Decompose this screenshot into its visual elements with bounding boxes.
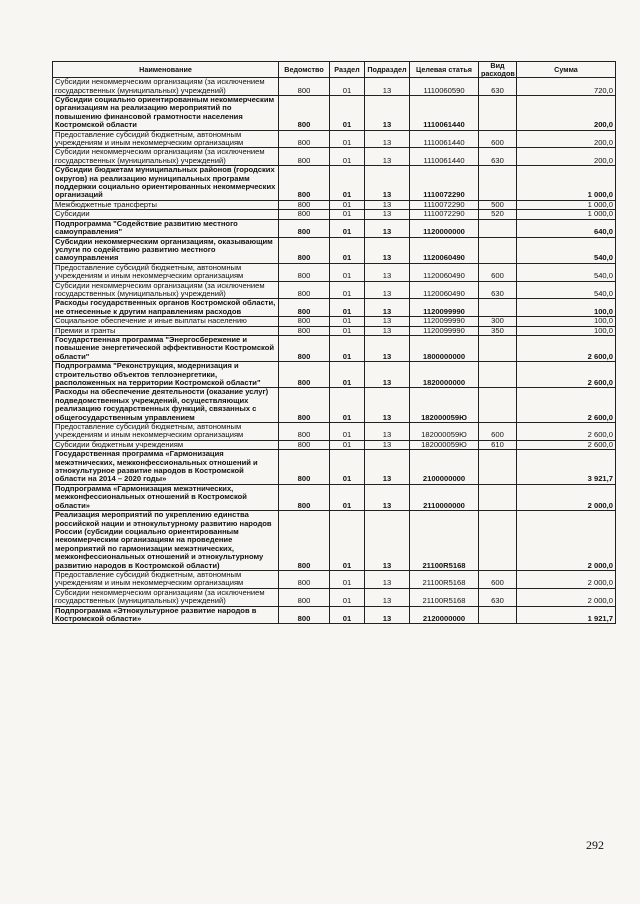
cell-ved: 800	[279, 317, 330, 326]
table-row	[53, 148, 616, 166]
cell-summa: 2 000,0	[517, 511, 616, 571]
cell-ved: 800	[279, 281, 330, 299]
cell-razdel: 01	[330, 362, 365, 388]
header-summa: Сумма	[517, 62, 616, 78]
cell-statya: 1120099990	[410, 326, 479, 335]
cell-statya: 1820000000	[410, 362, 479, 388]
table-row	[53, 335, 616, 361]
cell-razdel: 01	[330, 570, 365, 588]
cell-statya: 1800000000	[410, 335, 479, 361]
cell-ved: 800	[279, 440, 330, 449]
table-row	[53, 78, 616, 96]
cell-name: Субсидии бюджетным учреждениям	[53, 440, 279, 449]
cell-podrazdel: 13	[365, 281, 410, 299]
cell-ved: 800	[279, 570, 330, 588]
cell-statya: 1110060590	[410, 78, 479, 96]
cell-name: Субсидии социально ориентированным некоммерческим организациям на реализацию мероприятий по повышению финансовой грамотности населения Костромской области	[53, 96, 279, 131]
table-row	[53, 588, 616, 606]
cell-statya: 1110061440	[410, 96, 479, 131]
cell-vid	[479, 484, 517, 510]
cell-podrazdel: 13	[365, 299, 410, 317]
cell-vid: 600	[479, 570, 517, 588]
cell-razdel: 01	[330, 388, 365, 423]
table-row	[53, 484, 616, 510]
cell-razdel: 01	[330, 450, 365, 485]
cell-podrazdel: 13	[365, 362, 410, 388]
cell-razdel: 01	[330, 237, 365, 263]
cell-ved: 800	[279, 263, 330, 281]
cell-summa: 1 000,0	[517, 166, 616, 201]
cell-summa: 100,0	[517, 317, 616, 326]
cell-vid: 350	[479, 326, 517, 335]
cell-razdel: 01	[330, 210, 365, 219]
cell-name: Расходы государственных органов Костромской области, не отнесенные к другим направлениям расходов	[53, 299, 279, 317]
cell-podrazdel: 13	[365, 588, 410, 606]
cell-ved: 800	[279, 484, 330, 510]
cell-summa: 2 000,0	[517, 588, 616, 606]
table-row	[53, 237, 616, 263]
header-vid: Вид расходов	[479, 62, 517, 78]
cell-name: Подпрограмма «Гармонизация межэтнических, межконфессиональных отношений в Костромской области»	[53, 484, 279, 510]
cell-podrazdel: 13	[365, 78, 410, 96]
table-row	[53, 96, 616, 131]
cell-name: Предоставление субсидий бюджетным, автономным учреждениям и иным некоммерческим организациям	[53, 423, 279, 441]
cell-summa: 200,0	[517, 130, 616, 148]
cell-podrazdel: 13	[365, 200, 410, 209]
table-row	[53, 450, 616, 485]
budget-table	[52, 61, 616, 624]
cell-vid: 520	[479, 210, 517, 219]
cell-summa: 720,0	[517, 78, 616, 96]
cell-vid: 630	[479, 281, 517, 299]
table-row	[53, 281, 616, 299]
cell-statya: 2100000000	[410, 450, 479, 485]
cell-vid: 600	[479, 263, 517, 281]
cell-podrazdel: 13	[365, 263, 410, 281]
cell-summa: 2 600,0	[517, 388, 616, 423]
cell-name: Подпрограмма "Содействие развитию местного самоуправления"	[53, 219, 279, 237]
table-row	[53, 210, 616, 219]
table-row	[53, 606, 616, 624]
cell-ved: 800	[279, 200, 330, 209]
cell-statya: 1120099990	[410, 299, 479, 317]
table-header-row	[53, 62, 616, 78]
cell-ved: 800	[279, 299, 330, 317]
cell-razdel: 01	[330, 78, 365, 96]
cell-vid	[479, 96, 517, 131]
cell-name: Подпрограмма "Реконструкция, модернизация и строительство объектов теплоэнергетики, расположенных на территории Костромской области"	[53, 362, 279, 388]
cell-statya: 182000059Ю	[410, 440, 479, 449]
cell-ved: 800	[279, 78, 330, 96]
cell-statya: 1120060490	[410, 263, 479, 281]
cell-name: Расходы на обеспечение деятельности (оказание услуг) подведомственных учреждений, осуществляющих реализацию государственных функций, связанных с общегосударственным управлением	[53, 388, 279, 423]
cell-ved: 800	[279, 166, 330, 201]
cell-name: Субсидии некоммерческим организациям (за исключением государственных (муниципальных) учреждений)	[53, 588, 279, 606]
header-statya: Целевая статья	[410, 62, 479, 78]
cell-name: Государственная программа "Энергосбережение и повышение энергетической эффективности Костромской области"	[53, 335, 279, 361]
cell-razdel: 01	[330, 326, 365, 335]
cell-summa: 3 921,7	[517, 450, 616, 485]
cell-podrazdel: 13	[365, 511, 410, 571]
cell-summa: 540,0	[517, 263, 616, 281]
cell-ved: 800	[279, 237, 330, 263]
cell-vid	[479, 450, 517, 485]
cell-ved: 800	[279, 219, 330, 237]
cell-vid: 630	[479, 588, 517, 606]
cell-podrazdel: 13	[365, 237, 410, 263]
cell-razdel: 01	[330, 263, 365, 281]
header-podrazdel: Подраздел	[365, 62, 410, 78]
cell-name: Субсидии	[53, 210, 279, 219]
cell-ved: 800	[279, 388, 330, 423]
cell-ved: 800	[279, 210, 330, 219]
cell-razdel: 01	[330, 96, 365, 131]
cell-name: Подпрограмма «Этнокультурное развитие народов в Костромской области»	[53, 606, 279, 624]
cell-vid: 610	[479, 440, 517, 449]
cell-vid	[479, 335, 517, 361]
table-row	[53, 570, 616, 588]
cell-razdel: 01	[330, 484, 365, 510]
cell-name: Государственная программа «Гармонизация межэтнических, межконфессиональных отношений и этнокультурное развитие народов в Костромской области на 2014 – 2020 годы»	[53, 450, 279, 485]
cell-podrazdel: 13	[365, 484, 410, 510]
cell-ved: 800	[279, 588, 330, 606]
cell-ved: 800	[279, 130, 330, 148]
cell-razdel: 01	[330, 299, 365, 317]
cell-ved: 800	[279, 326, 330, 335]
table-row	[53, 388, 616, 423]
cell-summa: 200,0	[517, 148, 616, 166]
cell-razdel: 01	[330, 440, 365, 449]
table-row	[53, 362, 616, 388]
header-name: Наименование	[53, 62, 279, 78]
cell-vid: 630	[479, 78, 517, 96]
cell-statya: 1120099990	[410, 317, 479, 326]
cell-razdel: 01	[330, 219, 365, 237]
cell-statya: 182000059Ю	[410, 423, 479, 441]
table-row	[53, 130, 616, 148]
cell-vid	[479, 299, 517, 317]
cell-statya: 2110000000	[410, 484, 479, 510]
cell-name: Предоставление субсидий бюджетным, автономным учреждениям и иным некоммерческим организациям	[53, 263, 279, 281]
cell-podrazdel: 13	[365, 130, 410, 148]
cell-name: Предоставление субсидий бюджетным, автономным учреждениям и иным некоммерческим организациям	[53, 570, 279, 588]
cell-statya: 21100R5168	[410, 570, 479, 588]
cell-name: Предоставление субсидий бюджетным, автономным учреждениям и иным некоммерческим организациям	[53, 130, 279, 148]
table-row	[53, 423, 616, 441]
cell-summa: 640,0	[517, 219, 616, 237]
cell-razdel: 01	[330, 606, 365, 624]
cell-name: Субсидии бюджетам муниципальных районов (городских округов) на реализацию муниципальных программ поддержки социально ориентированных некоммерческих организаций	[53, 166, 279, 201]
cell-summa: 1 000,0	[517, 200, 616, 209]
cell-vid	[479, 388, 517, 423]
cell-statya: 1110072290	[410, 210, 479, 219]
cell-statya: 1110061440	[410, 130, 479, 148]
cell-ved: 800	[279, 450, 330, 485]
cell-podrazdel: 13	[365, 317, 410, 326]
cell-razdel: 01	[330, 317, 365, 326]
header-razdel: Раздел	[330, 62, 365, 78]
cell-vid: 500	[479, 200, 517, 209]
cell-podrazdel: 13	[365, 219, 410, 237]
cell-summa: 2 600,0	[517, 440, 616, 449]
cell-podrazdel: 13	[365, 148, 410, 166]
cell-statya: 21100R5168	[410, 511, 479, 571]
cell-ved: 800	[279, 606, 330, 624]
cell-summa: 540,0	[517, 237, 616, 263]
cell-statya: 1120060490	[410, 237, 479, 263]
cell-podrazdel: 13	[365, 423, 410, 441]
cell-razdel: 01	[330, 130, 365, 148]
cell-razdel: 01	[330, 588, 365, 606]
cell-ved: 800	[279, 362, 330, 388]
cell-razdel: 01	[330, 148, 365, 166]
cell-statya: 1110072290	[410, 166, 479, 201]
cell-statya: 1110072290	[410, 200, 479, 209]
table-row	[53, 200, 616, 209]
cell-vid	[479, 511, 517, 571]
cell-vid	[479, 606, 517, 624]
cell-statya: 182000059Ю	[410, 388, 479, 423]
cell-summa: 2 600,0	[517, 362, 616, 388]
cell-summa: 2 600,0	[517, 335, 616, 361]
cell-podrazdel: 13	[365, 335, 410, 361]
cell-podrazdel: 13	[365, 570, 410, 588]
cell-name: Социальное обеспечение и иные выплаты населению	[53, 317, 279, 326]
table-row	[53, 166, 616, 201]
cell-statya: 2120000000	[410, 606, 479, 624]
cell-vid: 630	[479, 148, 517, 166]
table-row	[53, 299, 616, 317]
cell-podrazdel: 13	[365, 450, 410, 485]
cell-name: Субсидии некоммерческим организациям (за исключением государственных (муниципальных) учреждений)	[53, 148, 279, 166]
cell-vid	[479, 362, 517, 388]
cell-razdel: 01	[330, 335, 365, 361]
page-number: 292	[586, 838, 604, 852]
cell-podrazdel: 13	[365, 606, 410, 624]
cell-summa: 1 000,0	[517, 210, 616, 219]
cell-podrazdel: 13	[365, 326, 410, 335]
cell-name: Субсидии некоммерческим организациям (за исключением государственных (муниципальных) учреждений)	[53, 281, 279, 299]
cell-summa: 2 600,0	[517, 423, 616, 441]
cell-ved: 800	[279, 148, 330, 166]
cell-name: Субсидии некоммерческим организациям (за исключением государственных (муниципальных) учреждений)	[53, 78, 279, 96]
cell-statya: 21100R5168	[410, 588, 479, 606]
cell-statya: 1120060490	[410, 281, 479, 299]
cell-summa: 100,0	[517, 299, 616, 317]
cell-razdel: 01	[330, 423, 365, 441]
cell-ved: 800	[279, 511, 330, 571]
cell-name: Межбюджетные трансферты	[53, 200, 279, 209]
cell-podrazdel: 13	[365, 166, 410, 201]
cell-vid	[479, 237, 517, 263]
cell-summa: 2 000,0	[517, 570, 616, 588]
cell-ved: 800	[279, 96, 330, 131]
cell-summa: 200,0	[517, 96, 616, 131]
cell-summa: 540,0	[517, 281, 616, 299]
header-vedomstvo: Ведомство	[279, 62, 330, 78]
cell-razdel: 01	[330, 281, 365, 299]
cell-razdel: 01	[330, 166, 365, 201]
cell-podrazdel: 13	[365, 96, 410, 131]
cell-ved: 800	[279, 335, 330, 361]
cell-summa: 100,0	[517, 326, 616, 335]
table-row	[53, 219, 616, 237]
cell-statya: 1110061440	[410, 148, 479, 166]
table-row	[53, 317, 616, 326]
cell-razdel: 01	[330, 200, 365, 209]
cell-podrazdel: 13	[365, 440, 410, 449]
cell-razdel: 01	[330, 511, 365, 571]
cell-ved: 800	[279, 423, 330, 441]
table-body	[53, 78, 616, 624]
cell-name: Субсидии некоммерческим организациям, оказывающим услуги по содействию развитию местного самоуправления	[53, 237, 279, 263]
cell-statya: 1120000000	[410, 219, 479, 237]
cell-podrazdel: 13	[365, 388, 410, 423]
cell-vid: 600	[479, 423, 517, 441]
cell-podrazdel: 13	[365, 210, 410, 219]
cell-vid: 600	[479, 130, 517, 148]
cell-vid: 300	[479, 317, 517, 326]
table-row	[53, 511, 616, 571]
cell-vid	[479, 166, 517, 201]
cell-name: Реализация мероприятий по укреплению единства российской нации и этнокультурному развитию народов России (субсидии социально ориентированным некоммерческим организациям на проведение мероприятий по гармонизации межэтнических, межконфессиональных отношений и этнокультурному развитию народов в Костромской области)	[53, 511, 279, 571]
table-row	[53, 263, 616, 281]
cell-summa: 2 000,0	[517, 484, 616, 510]
cell-summa: 1 921,7	[517, 606, 616, 624]
cell-name: Премии и гранты	[53, 326, 279, 335]
cell-vid	[479, 219, 517, 237]
